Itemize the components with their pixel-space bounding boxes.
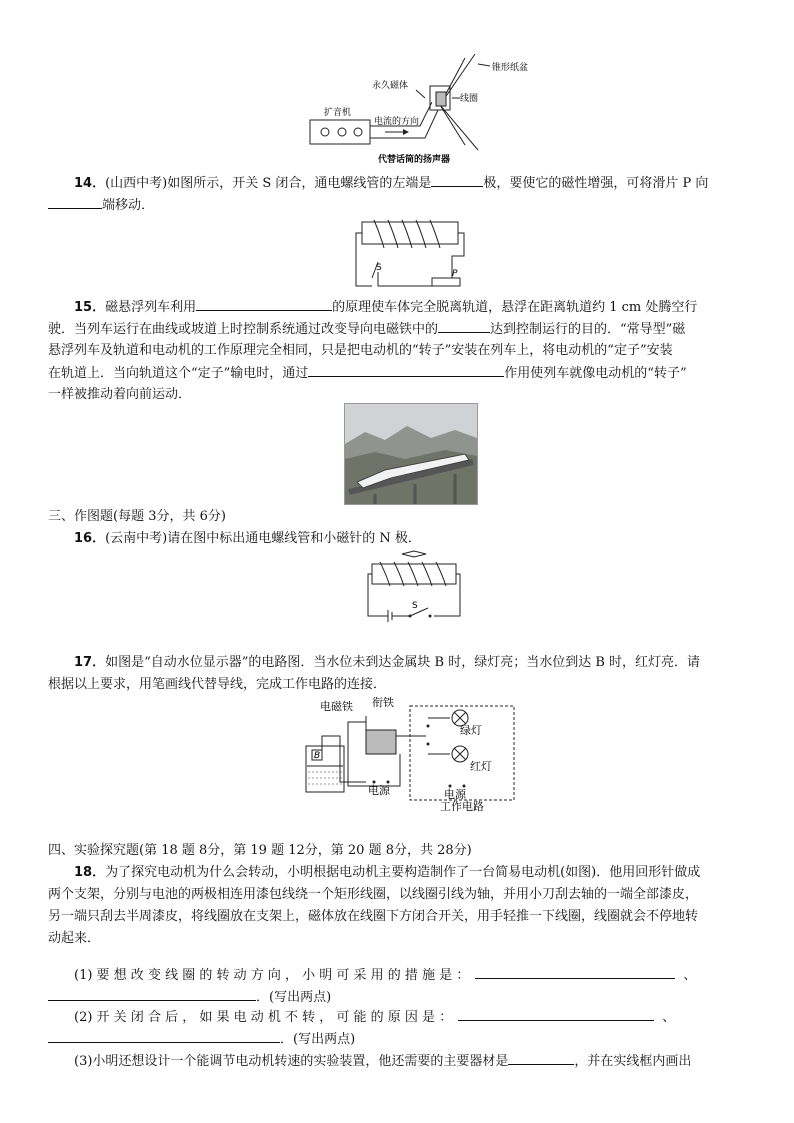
- q17-number: 17．: [74, 655, 106, 670]
- q18-sub1-line1: [48, 964, 748, 987]
- solenoid-circuit-14: [352, 216, 468, 292]
- q17-line1: [48, 652, 748, 674]
- label-power-1: 电源: [368, 784, 390, 797]
- q15-line2: [48, 318, 748, 341]
- q18-sub2-line1: [48, 1006, 748, 1029]
- q18-line1: [48, 862, 748, 884]
- q15-blank-1[interactable]: [196, 296, 332, 311]
- q18-sub3-line1: [48, 1050, 748, 1073]
- q18-sub3-blank[interactable]: [508, 1050, 574, 1065]
- label-red-light: 红灯: [470, 760, 492, 773]
- q18-text-1: 为了探究电动机为什么会转动，小明根据电动机主要构造制作了一台简易电动机(如图)．他用回形针做成: [105, 865, 701, 880]
- q15-blank-2[interactable]: [438, 318, 490, 333]
- q18-sub2-sep: 、: [662, 1010, 676, 1025]
- q15-blank-3[interactable]: [308, 362, 504, 377]
- q18-sub3-text: (3)小明还想设计一个能调节电动机转速的实验装置，他还需要的主要器材是: [74, 1054, 509, 1069]
- q14-text-b: 极，要使它的磁性增强，可将滑片 P 向: [483, 176, 709, 191]
- q14-number: 14．: [74, 176, 106, 191]
- q15-text-e: 在轨道上．当向轨道这个“定子”输电时，通过: [48, 366, 309, 381]
- q15-text-a: 磁悬浮列车利用: [105, 300, 197, 315]
- label-work-circuit: 工作电路: [440, 800, 484, 812]
- water-level-circuit: [300, 696, 520, 812]
- q16-text: (云南中考)请在图中标出通电螺线管和小磁针的 N 极．: [105, 531, 421, 546]
- q15-line5: 一样被推动着向前运动．: [48, 387, 192, 402]
- q14-blank-1[interactable]: [431, 172, 483, 187]
- q15-text-b: 的原理使车体完全脱离轨道，悬浮在距离轨道约 1 cm 处腾空行: [332, 300, 698, 315]
- maglev-train-image: [345, 404, 477, 504]
- q14-figure: [352, 216, 468, 292]
- q15-line4: [48, 362, 748, 385]
- q14-text-a: (山西中考)如图所示，开关 S 闭合，通电螺线管的左端是: [105, 176, 432, 191]
- q14-line1: [48, 172, 748, 195]
- q18-number: 18．: [74, 865, 106, 880]
- q15-text-c: 驶．当列车运行在曲线或坡道上时控制系统通过改变导向电磁铁中的: [48, 322, 439, 337]
- q18-line2: 两个支架，分别与电池的两极相连用漆包线绕一个矩形线圈，以线圈引线为轴，并用小刀刮去轴的一端全部漆皮，: [48, 887, 699, 902]
- q16-number: 16．: [74, 531, 106, 546]
- maglev-train-photo: [344, 403, 478, 505]
- label-amp: 扩音机: [324, 108, 352, 118]
- solenoid-circuit-16: [364, 550, 464, 626]
- q14-text-c: 端移动．: [102, 198, 155, 213]
- q14-label-p: P: [452, 269, 458, 279]
- q18-sub1-blank-1[interactable]: [475, 964, 675, 979]
- q18-sub1-blank-2[interactable]: [48, 986, 256, 1001]
- q18-sub2-blank-2[interactable]: [48, 1028, 280, 1043]
- q15-text-d: 达到控制运行的目的．“常导型”磁: [490, 322, 686, 337]
- q16-figure: [364, 550, 464, 626]
- q18-sub2-text: (2) 开 关 闭 合 后 ， 如 果 电 动 机 不 转 ， 可 能 的 原 因 是 ：: [74, 1010, 453, 1025]
- q17-line2: 根据以上要求，用笔画线代替导线，完成工作电路的连接．: [48, 677, 387, 692]
- q15-text-f: 作用使列车就像电动机的“转子”: [504, 366, 687, 381]
- speaker-figure: [300, 50, 540, 168]
- q14-blank-2[interactable]: [48, 194, 102, 209]
- q14-line2: [48, 194, 748, 217]
- label-electromagnet: 电磁铁: [320, 700, 353, 713]
- q18-sub1-text: (1) 要 想 改 变 线 圈 的 转 动 方 向 ， 小 明 可 采 用 的 措 施 是 ：: [74, 968, 470, 983]
- label-cone: 锥形纸盆: [492, 63, 529, 73]
- q16-label-s: S: [412, 601, 418, 611]
- label-magnet: 永久磁体: [372, 81, 409, 91]
- label-b: B: [314, 751, 321, 761]
- q18-sub1-sep: 、: [683, 968, 697, 983]
- label-green-light: 绿灯: [460, 724, 482, 737]
- q18-line3: 另一端只刮去半周漆皮，将线圈放在支架上，磁体放在线圈下方闭合开关，用手轻推一下线圈，线圈就会不停地转: [48, 909, 699, 924]
- label-coil: 线圈: [460, 94, 479, 104]
- q15-line3: 悬浮列车及轨道和电动机的工作原理完全相同，只是把电动机的“转子”安装在列车上，将电动机的“定子”安装: [48, 343, 673, 358]
- q15-number: 15．: [74, 300, 106, 315]
- section-4-title: 四、实验探究题(第 18 题 8分，第 19 题 12分，第 20 题 8分，共 28分): [48, 843, 472, 858]
- q17-text-1: 如图是“自动水位显示器”的电路图．当水位未到达金属块 B 时，绿灯亮；当水位到达 B 时，红灯亮．请: [105, 655, 701, 670]
- label-armature: 衔铁: [372, 696, 394, 709]
- speaker-caption: 代替话筒的扬声器: [378, 155, 451, 165]
- speaker-diagram: [300, 50, 540, 168]
- label-power-2: 电源: [444, 788, 466, 801]
- q16-line: [48, 528, 748, 550]
- q18-sub3-text-b: ，并在实线框内画出: [574, 1054, 692, 1069]
- q18-sub2-note: ．(写出两点): [280, 1032, 356, 1047]
- q14-label-s: S: [376, 263, 382, 273]
- q15-line1: [48, 296, 748, 319]
- q18-sub1-note: ．(写出两点): [256, 990, 332, 1005]
- label-current: 电流的方向: [374, 117, 420, 127]
- q17-figure: [300, 696, 520, 812]
- q18-line4: 动起来．: [48, 931, 101, 946]
- section-3-title: 三、作图题(每题 3分，共 6分): [48, 509, 226, 524]
- q18-sub2-line2: [48, 1028, 748, 1051]
- q18-sub2-blank-1[interactable]: [458, 1006, 654, 1021]
